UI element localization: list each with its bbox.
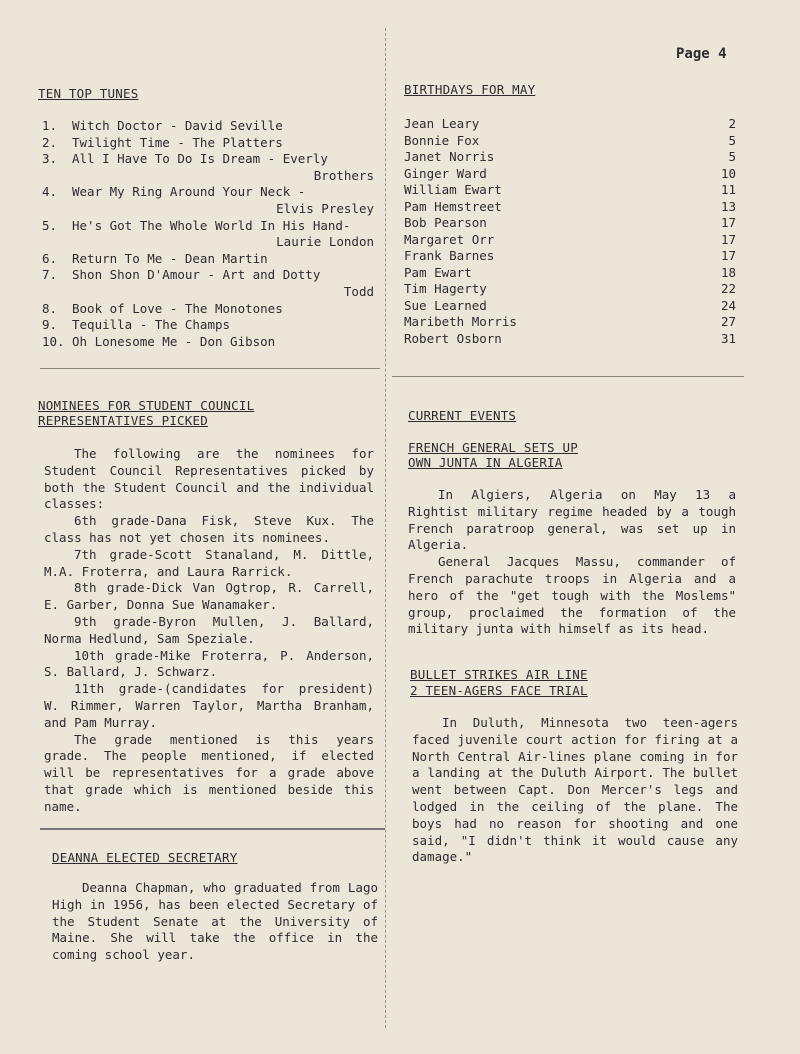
birthday-name: Robert Osborn bbox=[404, 330, 502, 346]
page-number: Page 4 bbox=[676, 46, 727, 62]
birthday-name: Janet Norris bbox=[404, 149, 495, 164]
nominees-intro: The following are the nominees for Student Council Representatives picked by both the Student Council and the individual classes: bbox=[44, 446, 374, 512]
deanna-text: Deanna Chapman, who graduated from Lago High in 1956, has been elected Secretary of the Student Senate at the University of Maine. She will take the office in the coming school year. bbox=[52, 880, 378, 963]
article2-para1: In Duluth, Minnesota two teen-agers faced juvenile court action for firing at a North Central Air-lines plane coming in for a landing at the Duluth Airport. The bullet went between Capt. Don Mercer's legs and lodged in the ceiling of the plane. The boys had no reason for shooting and one said, "I didn't think it would cause any damage." bbox=[412, 715, 738, 865]
birthday-item bbox=[404, 232, 736, 249]
tune-number: 3. bbox=[42, 151, 58, 167]
nominees-7th: 7th grade-Scott Stanaland, M. Dittle, M.A. Froterra, and Laura Rarrick. bbox=[44, 546, 374, 579]
article2-heading-line2: 2 TEEN-AGERS FACE TRIAL bbox=[410, 683, 588, 698]
tune-item bbox=[42, 218, 374, 251]
birthdays-list bbox=[404, 116, 736, 347]
birthday-name: Margaret Orr bbox=[404, 231, 495, 247]
tune-item bbox=[42, 267, 374, 300]
birthday-day: 5 bbox=[728, 132, 736, 148]
birthday-name: Pam Ewart bbox=[404, 264, 472, 280]
tune-number: 1. bbox=[42, 118, 58, 133]
birthday-item bbox=[404, 133, 736, 150]
birthday-day: 18 bbox=[720, 264, 736, 280]
tune-number: 6. bbox=[42, 250, 58, 266]
birthday-name: William Ewart bbox=[404, 182, 502, 197]
birthday-name: Tim Hagerty bbox=[404, 281, 487, 296]
tune-title-continued: Todd bbox=[343, 283, 374, 299]
birthday-name: Jean Leary bbox=[404, 116, 480, 131]
birthday-day: 10 bbox=[720, 165, 736, 181]
birthday-day: 31 bbox=[720, 330, 736, 346]
section-divider bbox=[40, 368, 380, 369]
current-events-heading: CURRENT EVENTS bbox=[408, 408, 517, 423]
tune-title: Book of Love - The Monotones bbox=[72, 300, 283, 316]
birthday-item bbox=[404, 166, 736, 183]
birthday-name: Sue Learned bbox=[404, 297, 487, 313]
nominees-9th: 9th grade-Byron Mullen, J. Ballard, Norma Hedlund, Sam Speziale. bbox=[44, 613, 374, 646]
birthday-day: 5 bbox=[728, 149, 736, 164]
birthdays-heading: BIRTHDAYS FOR MAY bbox=[404, 82, 536, 97]
tune-title-continued: Elvis Presley bbox=[276, 200, 374, 216]
article1-para2: General Jacques Massu, commander of French parachute troops in Algeria and a hero of the "get tough with the Moslems" group, proclaimed the formation of the military junta with himself as its head. bbox=[408, 554, 736, 637]
section-divider bbox=[392, 376, 744, 377]
nominees-article bbox=[44, 446, 374, 816]
tune-title-continued: Laurie London bbox=[276, 234, 374, 250]
birthday-day: 2 bbox=[728, 116, 736, 131]
deanna-article bbox=[52, 880, 378, 964]
birthday-name: Ginger Ward bbox=[404, 165, 487, 181]
article1-body bbox=[408, 487, 736, 638]
birthday-item bbox=[404, 331, 736, 348]
tune-item bbox=[42, 135, 374, 152]
birthday-day: 17 bbox=[720, 231, 736, 247]
birthday-name: Pam Hemstreet bbox=[404, 198, 502, 214]
column-divider bbox=[385, 28, 386, 1028]
birthday-item bbox=[404, 215, 736, 232]
article1-heading-line2: OWN JUNTA IN ALGERIA bbox=[408, 455, 563, 470]
nominees-8th: 8th grade-Dick Van Ogtrop, R. Carrell, E. Garber, Donna Sue Wanamaker. bbox=[44, 580, 374, 613]
birthday-name: Maribeth Morris bbox=[404, 314, 517, 329]
tune-item bbox=[42, 317, 374, 334]
tune-number: 4. bbox=[42, 184, 58, 200]
deanna-heading: DEANNA ELECTED SECRETARY bbox=[52, 850, 238, 865]
tune-title: Witch Doctor - David Seville bbox=[72, 118, 283, 133]
tune-title: Return To Me - Dean Martin bbox=[72, 250, 268, 266]
tune-item bbox=[42, 251, 374, 268]
tune-title: All I Have To Do Is Dream - Everly bbox=[72, 151, 328, 167]
tune-number: 5. bbox=[42, 217, 58, 233]
tune-number: 7. bbox=[42, 267, 58, 283]
nominees-note: The grade mentioned is this years grade. The people mentioned, if elected will be representatives for a grade above that grade which is mentioned beside this name. bbox=[44, 731, 374, 814]
birthday-day: 17 bbox=[720, 248, 736, 263]
section-divider bbox=[40, 828, 385, 830]
tune-title: Wear My Ring Around Your Neck - bbox=[72, 184, 306, 200]
birthday-name: Bonnie Fox bbox=[404, 132, 480, 148]
tune-number: 8. bbox=[42, 300, 58, 316]
birthday-day: 11 bbox=[720, 182, 736, 197]
top-tunes-list bbox=[42, 118, 374, 350]
birthday-name: Bob Pearson bbox=[404, 215, 487, 230]
birthday-day: 22 bbox=[720, 281, 736, 296]
tune-number: 9. bbox=[42, 317, 58, 333]
birthday-day: 17 bbox=[720, 215, 736, 230]
birthday-day: 24 bbox=[720, 297, 736, 313]
article2-body bbox=[412, 715, 738, 866]
tune-item bbox=[42, 301, 374, 318]
nominees-6th: 6th grade-Dana Fisk, Steve Kux. The class has not yet chosen its nominees. bbox=[44, 513, 374, 545]
birthday-item bbox=[404, 265, 736, 282]
nominees-heading-line1: NOMINEES FOR STUDENT COUNCIL bbox=[38, 398, 255, 413]
nominees-heading-line2: REPRESENTATIVES PICKED bbox=[38, 413, 208, 428]
tune-number: 10. bbox=[42, 333, 65, 349]
tune-item bbox=[42, 151, 374, 184]
tune-title: Oh Lonesome Me - Don Gibson bbox=[72, 333, 276, 349]
tune-title: He's Got The Whole World In His Hand- bbox=[72, 217, 351, 233]
tune-item bbox=[42, 184, 374, 217]
birthday-item bbox=[404, 199, 736, 216]
birthday-item bbox=[404, 298, 736, 315]
birthday-name: Frank Barnes bbox=[404, 248, 495, 263]
tune-title: Twilight Time - The Platters bbox=[72, 134, 283, 150]
top-tunes-heading: TEN TOP TUNES bbox=[38, 86, 139, 101]
birthday-item bbox=[404, 149, 736, 166]
tune-title: Shon Shon D'Amour - Art and Dotty bbox=[72, 267, 321, 283]
tune-title-continued: Brothers bbox=[313, 167, 374, 183]
tune-item bbox=[42, 118, 374, 135]
birthday-item bbox=[404, 116, 736, 133]
birthday-item bbox=[404, 182, 736, 199]
tune-item bbox=[42, 334, 374, 351]
birthday-item bbox=[404, 248, 736, 265]
birthday-day: 27 bbox=[720, 314, 736, 329]
tune-number: 2. bbox=[42, 134, 58, 150]
birthday-day: 13 bbox=[720, 198, 736, 214]
article1-para1: In Algiers, Algeria on May 13 a Rightist military regime headed by a tough French paratroop general, was set up in Algeria. bbox=[408, 487, 736, 553]
article2-heading-line1: BULLET STRIKES AIR LINE bbox=[410, 667, 588, 682]
birthday-item bbox=[404, 281, 736, 298]
birthday-item bbox=[404, 314, 736, 331]
tune-title: Tequilla - The Champs bbox=[72, 317, 231, 333]
nominees-10th: 10th grade-Mike Froterra, P. Anderson, S. Ballard, J. Schwarz. bbox=[44, 647, 374, 680]
article1-heading-line1: FRENCH GENERAL SETS UP bbox=[408, 440, 578, 455]
nominees-11th: 11th grade-(candidates for president) W. Rimmer, Warren Taylor, Martha Branham, and Pam Murray. bbox=[44, 681, 374, 730]
